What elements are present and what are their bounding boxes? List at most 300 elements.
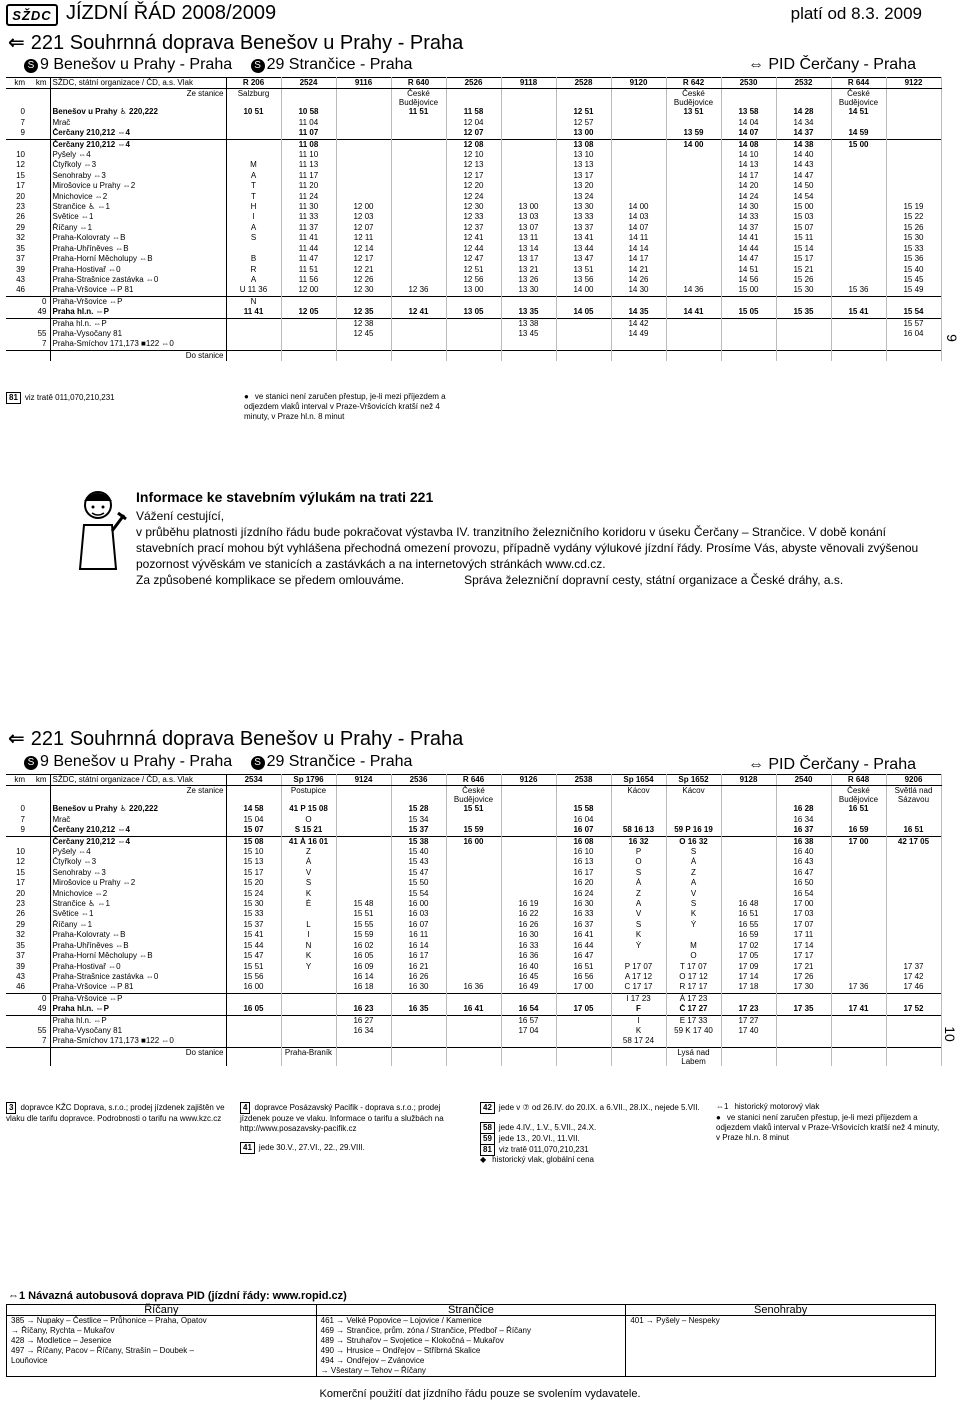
departure-time (831, 962, 886, 972)
km-value (28, 223, 50, 233)
departure-time (611, 128, 666, 139)
departure-time: K (611, 930, 666, 940)
departure-time: 14 43 (776, 160, 831, 170)
departure-time (831, 899, 886, 909)
departure-time: 16 55 (721, 920, 776, 930)
station-name: Mrač (50, 118, 226, 128)
departure-time: 14 40 (776, 150, 831, 160)
departure-time: 11 37 (281, 223, 336, 233)
departure-time (336, 150, 391, 160)
km-value: 55 (37, 328, 47, 338)
km-value (6, 339, 28, 350)
departure-time (666, 930, 721, 940)
departure-time (666, 150, 721, 160)
blank-cell (28, 786, 50, 805)
station-name: Světice ⇔1 (50, 212, 226, 222)
departure-time (666, 202, 721, 212)
departure-time: 15 07 (226, 825, 281, 836)
departure-time: 14 50 (776, 181, 831, 191)
departure-time (446, 329, 501, 339)
km-value: 7 (20, 814, 25, 824)
departure-time: 13 30 (556, 202, 611, 212)
origin-station (391, 786, 446, 805)
km-value: 23 (16, 899, 25, 909)
destination-station: Praha-Braník (281, 1047, 336, 1066)
departure-time (501, 296, 556, 307)
departure-time (391, 296, 446, 307)
km-value (28, 275, 50, 285)
departure-time (831, 318, 886, 329)
suburban-line-icon: S (251, 59, 265, 73)
departure-time: 15 36 (886, 254, 941, 264)
km-value: 32 (16, 930, 25, 940)
departure-time: 17 21 (776, 962, 831, 972)
departure-time: 15 20 (226, 878, 281, 888)
table-row (6, 1026, 941, 1036)
departure-time: 13 21 (501, 265, 556, 275)
destination-station (226, 1047, 281, 1066)
station-name: Praha-Hostivař ⇔0 (50, 265, 226, 275)
departure-time: 13 38 (501, 318, 556, 329)
station-name: Praha hl.n. ⇔P (50, 318, 226, 329)
departure-time: 14 21 (611, 265, 666, 275)
departure-time: 16 51 (886, 825, 941, 836)
departure-time (886, 107, 941, 117)
departure-time: 15 17 (226, 868, 281, 878)
departure-time: 10 51 (226, 107, 281, 117)
departure-time (886, 804, 941, 814)
departure-time (666, 192, 721, 202)
destination-station (281, 350, 336, 361)
departure-time: V (666, 889, 721, 899)
station-name: Praha-Horní Měcholupy ⇔B (50, 951, 226, 961)
table-row (6, 941, 941, 951)
departure-time: 13 41 (556, 233, 611, 243)
departure-time (886, 118, 941, 128)
footnote-42: 42 jede v ⑦ od 26.IV. do 20.IX. a 6.VII., 28.IX., nejede 5.VII. (480, 1102, 705, 1114)
origin-station (556, 786, 611, 805)
departure-time (226, 339, 281, 350)
bus-lines-ricany: 385 → Nupaky – Čestlice – Průhonice – Praha, Opatov → Říčany, Rychta – Mukařov 428 → Modletice – Jesenice 497 → Říčany, Pacov – Říčany, Strašín – Doubek – Louňovice (7, 1316, 317, 1377)
departure-time: 16 37 (776, 825, 831, 836)
departure-time: 15 34 (391, 815, 446, 825)
table-row (6, 909, 941, 919)
km-value: 26 (16, 909, 25, 919)
departure-time: 15 57 (886, 318, 941, 329)
departure-time: V (281, 868, 336, 878)
departure-time (611, 160, 666, 170)
departure-time (281, 1026, 336, 1036)
km-value (28, 212, 50, 222)
km-value (28, 107, 50, 117)
departure-time (226, 329, 281, 339)
km-value (28, 233, 50, 243)
departure-time: 16 26 (391, 972, 446, 982)
departure-time: 15 36 (831, 285, 886, 296)
origin-station: České Budějovice (391, 89, 446, 108)
departure-time: B (226, 254, 281, 264)
destination-station (446, 350, 501, 361)
departure-time (446, 815, 501, 825)
departure-time (446, 857, 501, 867)
departure-time (336, 139, 391, 150)
departure-time: 17 07 (776, 920, 831, 930)
destination-station (336, 1047, 391, 1066)
destination-station (556, 1047, 611, 1066)
departure-time (226, 139, 281, 150)
departure-time: 15 59 (336, 930, 391, 940)
origin-station (886, 89, 941, 108)
train-number: 2534 (226, 775, 281, 786)
bus-connection-title: ⇔1 Návazná autobusová doprava PID (jízdní řády: www.ropid.cz) (8, 1290, 347, 1302)
departure-time: 12 17 (446, 171, 501, 181)
blank-cell (6, 350, 28, 361)
departure-time: 16 08 (556, 836, 611, 847)
departure-time (556, 296, 611, 307)
origin-station: Kácov (666, 786, 721, 805)
departure-time (611, 951, 666, 961)
departure-time: 14 30 (611, 285, 666, 296)
departure-time: 14 04 (721, 118, 776, 128)
departure-time: M (226, 160, 281, 170)
departure-time: 13 44 (556, 244, 611, 254)
departure-time: 17 14 (776, 941, 831, 951)
departure-time: 13 07 (501, 223, 556, 233)
table-row (6, 920, 941, 930)
departure-time (886, 1026, 941, 1036)
departure-time (391, 233, 446, 243)
table-row (6, 930, 941, 940)
departure-time (446, 993, 501, 1004)
departure-time (391, 265, 446, 275)
departure-time: 13 56 (556, 275, 611, 285)
departure-time: 16 51 (556, 962, 611, 972)
departure-time (391, 128, 446, 139)
train-number: 2528 (556, 78, 611, 89)
route-subtitle: S 9 Benešov u Prahy - Praha S 29 Strančice - Praha (24, 753, 412, 771)
departure-time (831, 815, 886, 825)
departure-time (666, 1036, 721, 1047)
departure-time (226, 993, 281, 1004)
station-name: Praha-Vysočany 81 (50, 329, 226, 339)
departure-time (336, 804, 391, 814)
departure-time (336, 128, 391, 139)
sz-dc-logo: SŽDC (6, 4, 58, 26)
departure-time: 58 16 13 (611, 825, 666, 836)
departure-time (446, 951, 501, 961)
departure-time: M (666, 941, 721, 951)
departure-time: A (226, 223, 281, 233)
departure-time: 16 36 (446, 982, 501, 993)
departure-time: 16 37 (556, 920, 611, 930)
footnote-transfer: ● ve stanici není zaručen přestup, je-li mezi příjezdem a odjezdem vlaků interval v Praze-Vršovicích kratší než 4 minuty, v Praze hl.n. 8 minut (244, 392, 446, 421)
departure-time: 13 24 (556, 192, 611, 202)
table-row (6, 836, 941, 847)
departure-time (501, 993, 556, 1004)
departure-time: 15 26 (776, 275, 831, 285)
departure-time (776, 329, 831, 339)
departure-time: T (226, 192, 281, 202)
table-row (6, 889, 941, 899)
departure-time (886, 171, 941, 181)
suburban-line-icon: S (24, 756, 38, 770)
station-name: Strančice ♿ ⇔1 (50, 202, 226, 212)
departure-time (611, 107, 666, 117)
departure-time (666, 118, 721, 128)
departure-time (666, 181, 721, 191)
departure-time: 12 26 (336, 275, 391, 285)
departure-time: 15 14 (776, 244, 831, 254)
departure-time: 15 35 (776, 307, 831, 318)
origin-station (611, 89, 666, 108)
blank-cell (28, 1047, 50, 1066)
table-row (6, 107, 941, 117)
departure-time: 16 54 (776, 889, 831, 899)
departure-time: 14 37 (776, 128, 831, 139)
departure-time: 16 59 (721, 930, 776, 940)
departure-time: R (226, 265, 281, 275)
departure-time (831, 118, 886, 128)
departure-time (226, 150, 281, 160)
km-value (28, 951, 50, 961)
departure-time (886, 160, 941, 170)
km-value (28, 139, 50, 150)
to-station-label: Do stanice (50, 350, 226, 361)
km-value (28, 150, 50, 160)
departure-time (886, 847, 941, 857)
km-value (28, 118, 50, 128)
departure-time: Á (281, 857, 336, 867)
departure-time (446, 1026, 501, 1036)
footnote-58: 58 jede 4.IV., 1.V., 5.VII., 24.X. (480, 1122, 705, 1134)
departure-time: 13 00 (556, 128, 611, 139)
departure-time: 17 35 (776, 1004, 831, 1015)
train-number: 2540 (776, 775, 831, 786)
departure-time: 16 51 (831, 804, 886, 814)
km-value: 26 (16, 212, 25, 222)
departure-time (391, 181, 446, 191)
departure-time: 15 13 (226, 857, 281, 867)
departure-time (721, 804, 776, 814)
departure-time: K (281, 951, 336, 961)
departure-time (446, 847, 501, 857)
departure-time: 13 20 (556, 181, 611, 191)
departure-time: A (226, 171, 281, 181)
departure-time (336, 192, 391, 202)
departure-time: 12 44 (446, 244, 501, 254)
departure-time: 16 14 (391, 941, 446, 951)
departure-time: 16 30 (391, 982, 446, 993)
departure-time: 14 51 (721, 265, 776, 275)
departure-time: 15 00 (776, 202, 831, 212)
km-value (28, 930, 50, 940)
departure-time: 15 19 (886, 202, 941, 212)
departure-time: 15 21 (776, 265, 831, 275)
origin-station (776, 786, 831, 805)
km-value (6, 993, 28, 1004)
departure-time: 12 04 (446, 118, 501, 128)
departure-time: 14 17 (721, 171, 776, 181)
departure-time (776, 296, 831, 307)
departure-time: 13 51 (666, 107, 721, 117)
departure-time (501, 181, 556, 191)
departure-time: 16 50 (776, 878, 831, 888)
departure-time: 16 33 (501, 941, 556, 951)
km-value (28, 825, 50, 836)
departure-time: 16 18 (336, 982, 391, 993)
departure-time (886, 181, 941, 191)
departure-time (281, 972, 336, 982)
departure-time: 13 11 (501, 233, 556, 243)
departure-time: 17 23 (721, 1004, 776, 1015)
departure-time (391, 212, 446, 222)
footnote-81: 81 viz tratě 011,070,210,231 (480, 1144, 705, 1156)
footnote-59: 59 jede 13., 20.VI., 11.VII. (480, 1133, 705, 1145)
departure-time (391, 244, 446, 254)
footnote-3: 3 dopravce KŽC Doprava, s.r.o.; prodej jízdenek zajištěn ve vlaku dle tarifu dopravce. Podrobnosti o tarifu na www.kzc.cz (6, 1103, 225, 1123)
departure-time: 15 17 (776, 254, 831, 264)
departure-time (391, 118, 446, 128)
departure-time: 16 41 (446, 1004, 501, 1015)
departure-time: 12 10 (446, 150, 501, 160)
table-row (6, 878, 941, 888)
departure-time (446, 972, 501, 982)
departure-time: 16 48 (721, 899, 776, 909)
departure-time: 13 00 (501, 202, 556, 212)
departure-time: 16 26 (501, 920, 556, 930)
departure-time: 14 47 (776, 171, 831, 181)
km-value: 10 (16, 150, 25, 160)
departure-time: 16 02 (336, 941, 391, 951)
departure-time (446, 878, 501, 888)
departure-time (446, 899, 501, 909)
departure-time: 12 21 (336, 265, 391, 275)
departure-time: 15 26 (886, 223, 941, 233)
departure-time: 14 47 (721, 254, 776, 264)
destination-station (886, 1047, 941, 1066)
departure-time: 17 41 (831, 1004, 886, 1015)
departure-time: Ý (666, 920, 721, 930)
train-number: 2536 (391, 775, 446, 786)
departure-time: 14 00 (611, 202, 666, 212)
departure-time: 12 20 (446, 181, 501, 191)
departure-time: C 17 17 (611, 982, 666, 993)
train-number: 2526 (446, 78, 501, 89)
km-value (6, 318, 28, 329)
departure-time: 15 30 (226, 899, 281, 909)
station-name: Čerčany 210,212 ⇔4 (50, 825, 226, 836)
train-number: 2538 (556, 775, 611, 786)
departure-time (556, 1015, 611, 1026)
departure-time: S (666, 899, 721, 909)
departure-time (501, 192, 556, 202)
origin-station: Postupice (281, 786, 336, 805)
departure-time: S (666, 847, 721, 857)
departure-time: 12 03 (336, 212, 391, 222)
destination-station (336, 350, 391, 361)
departure-time (666, 275, 721, 285)
departure-time (501, 107, 556, 117)
departure-time (556, 339, 611, 350)
departure-time (831, 909, 886, 919)
departure-time (721, 878, 776, 888)
departure-time (666, 804, 721, 814)
departure-time (776, 1036, 831, 1047)
departure-time: 16 33 (556, 909, 611, 919)
table-row (6, 139, 941, 150)
train-number: 9126 (501, 775, 556, 786)
departure-time (666, 212, 721, 222)
departure-time: 16 28 (776, 804, 831, 814)
departure-time (831, 941, 886, 951)
departure-time: 15 43 (391, 857, 446, 867)
km-value (28, 982, 50, 993)
departure-time: 12 47 (446, 254, 501, 264)
departure-time: 11 33 (281, 212, 336, 222)
departure-time (556, 329, 611, 339)
departure-time (336, 889, 391, 899)
departure-time: 13 51 (556, 265, 611, 275)
from-station-label: Ze stanice (50, 89, 226, 108)
train-number: 2530 (721, 78, 776, 89)
origin-station (501, 89, 556, 108)
page-number: 9 (944, 334, 960, 342)
departure-time: Z (281, 847, 336, 857)
departure-time: 15 55 (336, 920, 391, 930)
departure-time (391, 139, 446, 150)
departure-time: 17 27 (721, 1015, 776, 1026)
departure-time (831, 339, 886, 350)
destination-station (776, 1047, 831, 1066)
table-row (6, 223, 941, 233)
departure-time (336, 296, 391, 307)
departure-time: 14 30 (721, 202, 776, 212)
departure-time (666, 329, 721, 339)
table-row (6, 265, 941, 275)
departure-time (611, 804, 666, 814)
footer-copyright: Komerční použití dat jízdního řádu pouze se svolením vydavatele. (319, 1388, 641, 1400)
direction-arrow-icon: ⇐ (8, 32, 25, 54)
km-value: 12 (16, 160, 25, 170)
departure-time: 16 21 (391, 962, 446, 972)
departure-time: 14 56 (721, 275, 776, 285)
departure-time: Á (666, 857, 721, 867)
departure-time (501, 878, 556, 888)
departure-time (501, 889, 556, 899)
departure-time (831, 212, 886, 222)
departure-time: 13 05 (446, 307, 501, 318)
departure-time: 16 04 (556, 815, 611, 825)
departure-time: N (226, 296, 281, 307)
train-number: 2532 (776, 78, 831, 89)
departure-time: 16 49 (501, 982, 556, 993)
km-value: 29 (16, 222, 25, 232)
departure-time: 11 44 (281, 244, 336, 254)
departure-time: R 17 17 (666, 982, 721, 993)
destination-station (776, 350, 831, 361)
departure-time (831, 878, 886, 888)
table-row (6, 181, 941, 191)
departure-time: 12 51 (446, 265, 501, 275)
departure-time (446, 296, 501, 307)
km-value (28, 815, 50, 825)
station-name: Praha hl.n. ⇔P (50, 307, 226, 318)
train-number: 9122 (886, 78, 941, 89)
departure-time (281, 1036, 336, 1047)
departure-time: 16 00 (446, 836, 501, 847)
destination-station (666, 350, 721, 361)
train-number: R 206 (226, 78, 281, 89)
